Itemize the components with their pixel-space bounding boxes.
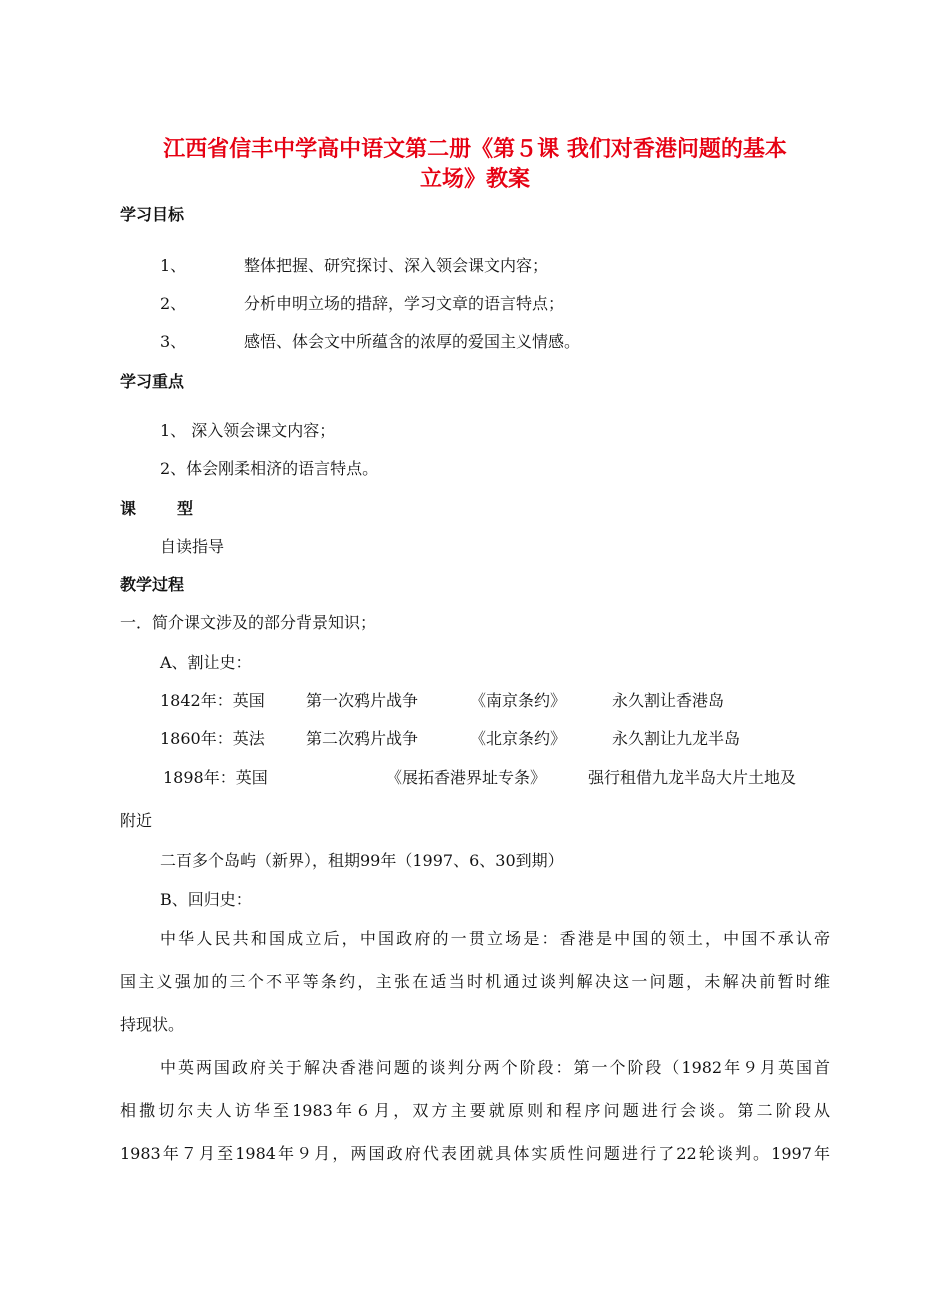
para-1-line-1: 中华人民共和国成立后，中国政府的一贯立场是：香港是中国的领土，中国不承认帝 [160, 929, 830, 948]
type-value: 自读指导 [160, 537, 225, 556]
goal-3-text: 感悟、体会文中所蕴含的浓厚的爱国主义情感。 [244, 332, 581, 351]
document-title-line-2: 立场》教案 [419, 167, 530, 192]
focus-item-2: 2、体会刚柔相济的语言特点。 [160, 459, 379, 478]
process-intro: 一．简介课文涉及的部分背景知识； [120, 613, 377, 632]
cession-row-3-result: 强行租借九龙半岛大片土地及 [588, 768, 797, 787]
cession-row-1-year: 1842年：英国 [160, 691, 265, 710]
cession-row-3-wrap: 附近 [120, 811, 153, 830]
cession-row-2-year: 1860年：英法 [160, 729, 265, 748]
focus-item-1: 1、 深入领会课文内容； [160, 421, 336, 440]
cession-row-1-war: 第一次鸦片战争 [306, 691, 419, 710]
para-1-line-2: 国主义强加的三个不平等条约，主张在适当时机通过谈判解决这一问题，未解决前暂时维 [120, 972, 830, 991]
document-title-line-1: 江西省信丰中学高中语文第二册《第５课 我们对香港问题的基本 [163, 137, 787, 162]
cession-row-1-treaty: 《南京条约》 [470, 691, 567, 710]
para-2-line-1: 中英两国政府关于解决香港问题的谈判分两个阶段：第一个阶段（1982年９月英国首 [160, 1058, 830, 1077]
para-2-line-2: 相撒切尔夫人访华至1983年６月，双方主要就原则和程序问题进行会谈。第二阶段从 [120, 1101, 830, 1120]
goals-heading: 学习目标 [120, 205, 185, 224]
cession-row-2-treaty: 《北京条约》 [470, 729, 567, 748]
para-2-line-3: 1983年７月至1984年９月，两国政府代表团就具体实质性问题进行了22轮谈判。1997年 [120, 1144, 830, 1163]
return-heading: B、回归史： [160, 890, 252, 909]
type-heading-char-1: 课 [120, 499, 137, 518]
goal-2-number: 2、 [160, 294, 187, 313]
focus-heading: 学习重点 [120, 372, 185, 391]
process-heading: 教学过程 [120, 575, 185, 594]
type-heading-char-2: 型 [177, 499, 194, 518]
goal-3-number: 3、 [160, 332, 187, 351]
cession-row-1-result: 永久割让香港岛 [612, 691, 725, 710]
goal-2-text: 分析申明立场的措辞，学习文章的语言特点； [244, 294, 565, 313]
goal-1-text: 整体把握、研究探讨、深入领会课文内容； [244, 256, 549, 275]
para-1-line-3: 持现状。 [120, 1015, 185, 1034]
cession-row-3-year: 1898年：英国 [163, 768, 268, 787]
cession-extra: 二百多个岛屿（新界），租期99年（1997、6、30到期） [160, 851, 564, 870]
cession-row-3-treaty: 《展拓香港界址专条》 [386, 768, 547, 787]
cession-row-2-result: 永久割让九龙半岛 [612, 729, 741, 748]
goal-1-number: 1、 [160, 256, 187, 275]
cession-row-2-war: 第二次鸦片战争 [306, 729, 419, 748]
cession-heading: A、割让史： [160, 653, 252, 672]
